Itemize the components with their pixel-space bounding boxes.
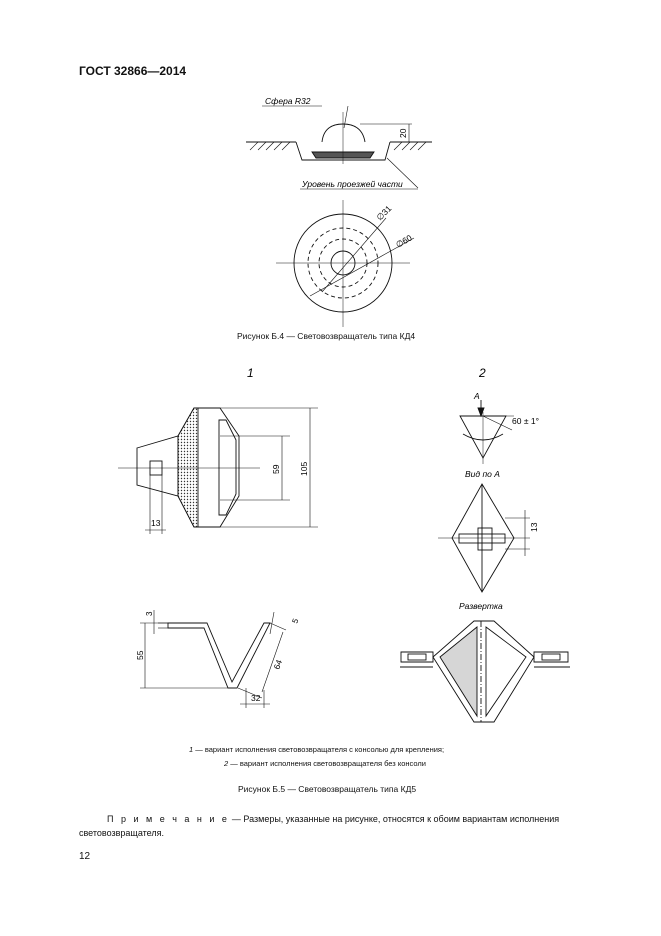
dim-64-label: 64 bbox=[271, 658, 285, 671]
dim-d31-label: ∅31 bbox=[374, 203, 394, 223]
dim-20-label: 20 bbox=[398, 128, 408, 138]
figure5-variant1-number: 1 bbox=[247, 366, 254, 380]
legend-text: — вариант исполнения световозвращателя с консолью для крепления; bbox=[193, 745, 445, 754]
page-number: 12 bbox=[79, 851, 91, 862]
view-label: Вид по А bbox=[465, 469, 500, 479]
note-label: П р и м е ч а н и е bbox=[107, 814, 230, 824]
dim-32-label: 32 bbox=[251, 693, 261, 703]
legend-text: — вариант исполнения световозвращателя без консоли bbox=[228, 759, 426, 768]
unfold-label: Развертка bbox=[459, 601, 503, 611]
dim-3-label: 3 bbox=[145, 611, 154, 616]
dim-13b-label: 13 bbox=[529, 522, 539, 532]
angle-label: 60 ± 1° bbox=[512, 416, 539, 426]
kd5-variant1-profile bbox=[140, 610, 286, 708]
dim-59-label: 59 bbox=[271, 464, 281, 474]
dim-d60-label: ∅60 bbox=[394, 232, 414, 250]
dim-5-label: 5 bbox=[290, 617, 301, 625]
figure5-variant2-number: 2 bbox=[479, 366, 486, 380]
kd5-variant1-top bbox=[118, 408, 318, 534]
document-header: ГОСТ 32866—2014 bbox=[79, 64, 187, 78]
kd5-variant2-views bbox=[400, 400, 570, 722]
note-paragraph bbox=[79, 812, 604, 840]
kd4-side-view bbox=[246, 106, 432, 189]
figure4-caption: Рисунок Б.4 — Световозвращатель типа КД4 bbox=[237, 331, 416, 341]
level-label: Уровень проезжей части bbox=[302, 179, 403, 189]
dim-13-label: 13 bbox=[151, 518, 161, 528]
legend-number: 1 bbox=[189, 745, 194, 754]
view-arrow-label: A bbox=[474, 391, 480, 401]
dim-55-label: 55 bbox=[135, 650, 145, 660]
figure5-legend-item bbox=[224, 759, 426, 768]
note-text: — Размеры, указанные на рисунке, относятся к обоим вариантам исполнения световозвращателя. bbox=[79, 814, 560, 838]
figure5-legend-item bbox=[189, 745, 444, 754]
sphere-label: Сфера R32 bbox=[265, 96, 311, 106]
legend-number: 2 bbox=[224, 759, 229, 768]
figure5-caption: Рисунок Б.5 — Световозвращатель типа КД5 bbox=[238, 784, 417, 794]
kd4-plan-view bbox=[276, 200, 414, 327]
dim-105-label: 105 bbox=[299, 461, 309, 476]
